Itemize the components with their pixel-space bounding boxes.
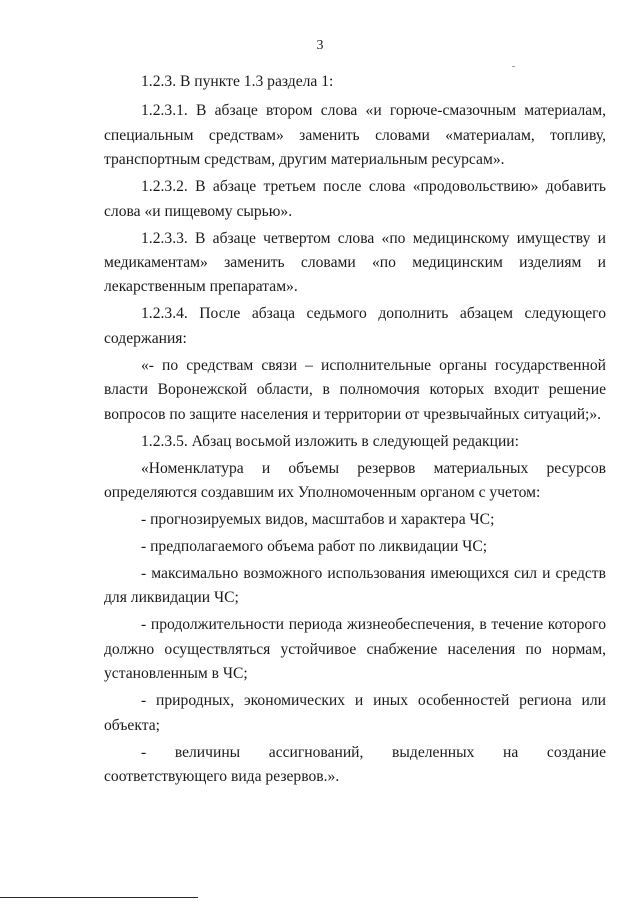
paragraph-1-2-3-1: 1.2.3.1. В абзаце втором слова «и горюче-смазочным материалам, специальным средствам» заменить словами «материалам, топливу, транспортным средствам, другим материальным ресурсам». <box>104 102 606 169</box>
paragraph-1-2-3-2: 1.2.3.2. В абзаце третьем после слова «продовольствию» добавить слова «и пищевому сырью». <box>104 178 606 220</box>
footnote-separator-line <box>0 897 198 898</box>
list-item-life-support-period: - продолжительности периода жизнеобеспечения, в течение которого должно осуществляться устойчивое снабжение населения по нормам, установленным в ЧС; <box>104 616 606 683</box>
list-item-allocations: - величины ассигнований, выделенных на создание соответствующего вида резервов.». <box>104 743 606 786</box>
document-body <box>104 70 606 790</box>
paragraph-1-2-3-3: 1.2.3.3. В абзаце четвертом слова «по медицинскому имуществу и медикаментам» заменить словами «по медицинским изделиям и лекарственным препаратам». <box>104 229 606 296</box>
paragraph-nomenclature-quote: «Номенклатура и объемы резервов материальных ресурсов определяются создавшим их Уполномоченным органом с учетом: <box>104 459 606 502</box>
paragraph-1-2-3-4: 1.2.3.4. После абзаца седьмого дополнить абзацем следующего содержания: <box>104 305 606 347</box>
list-item-work-volume: - предполагаемого объема работ по ликвидации ЧС; <box>141 538 488 556</box>
paragraph-communications-quote: «- по средствам связи – исполнительные органы государственной власти Воронежской области, в полномочия которых входит решение вопросов по защите населения и территории от чрезвычайных ситуаций;». <box>104 356 606 423</box>
list-item-forces-usage: - максимально возможного использования имеющихся сил и средств для ликвидации ЧС; <box>104 565 606 607</box>
paragraph-1-2-3: 1.2.3. В пункте 1.3 раздела 1: <box>141 73 334 90</box>
page-number: 3 <box>316 38 324 53</box>
list-item-regional-features: - природных, экономических и иных особенностей региона или объекта; <box>104 692 606 734</box>
list-item-forecast-types: - прогнозируемых видов, масштабов и характера ЧС; <box>141 511 495 529</box>
scan-speck <box>512 66 515 67</box>
paragraph-1-2-3-5: 1.2.3.5. Абзац восьмой изложить в следующей редакции: <box>141 432 519 450</box>
